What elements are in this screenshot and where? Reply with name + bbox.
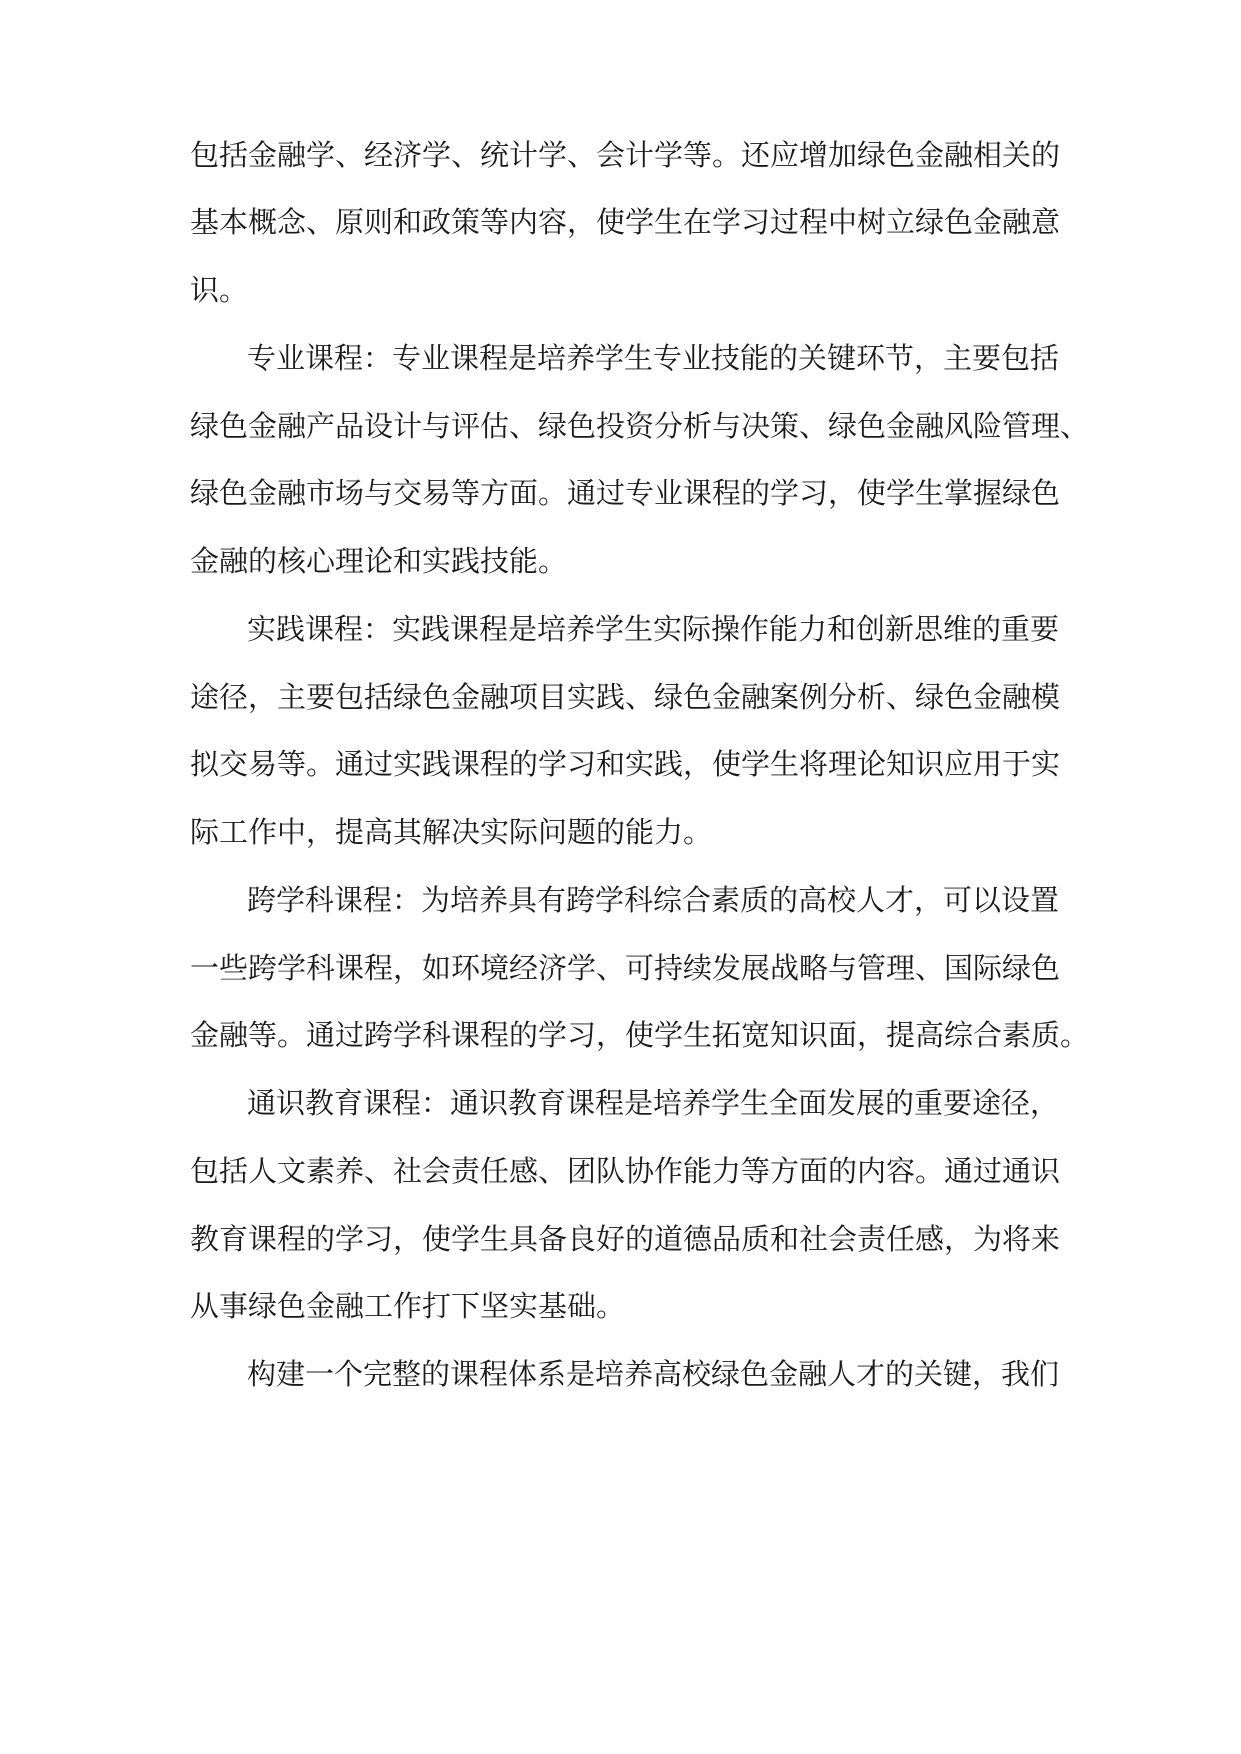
paragraph-first-line: 专业课程：专业课程是培养学生专业技能的关键环节，主要包括 <box>247 341 1060 375</box>
text-line: 基本概念、原则和政策等内容，使学生在学习过程中树立绿色金融意 <box>190 205 1061 239</box>
text-line: 金融等。通过跨学科课程的学习，使学生拓宽知识面，提高综合素质。 <box>190 1018 1090 1052</box>
text-line: 际工作中，提高其解决实际问题的能力。 <box>190 815 713 849</box>
text-line: 教育课程的学习，使学生具备良好的道德品质和社会责任感，为将来 <box>190 1222 1061 1256</box>
paragraph-first-line: 跨学科课程：为培养具有跨学科综合素质的高校人才，可以设置 <box>247 883 1060 917</box>
text-line: 拟交易等。通过实践课程的学习和实践，使学生将理论知识应用于实 <box>190 747 1061 781</box>
paragraph-first-line: 构建一个完整的课程体系是培养高校绿色金融人才的关键，我们 <box>247 1357 1060 1391</box>
text-line: 绿色金融产品设计与评估、绿色投资分析与决策、绿色金融风险管理、 <box>190 409 1090 443</box>
text-line: 包括金融学、经济学、统计学、会计学等。还应增加绿色金融相关的 <box>190 138 1061 172</box>
text-line: 绿色金融市场与交易等方面。通过专业课程的学习，使学生掌握绿色 <box>190 476 1061 510</box>
text-line: 包括人文素养、社会责任感、团队协作能力等方面的内容。通过通识 <box>190 1154 1061 1188</box>
text-line: 一些跨学科课程，如环境经济学、可持续发展战略与管理、国际绿色 <box>190 951 1061 985</box>
paragraph-first-line: 实践课程：实践课程是培养学生实际操作能力和创新思维的重要 <box>247 612 1060 646</box>
text-line: 金融的核心理论和实践技能。 <box>190 544 568 578</box>
text-line: 识。 <box>190 273 249 307</box>
text-line: 从事绿色金融工作打下坚实基础。 <box>190 1289 626 1323</box>
paragraph-first-line: 通识教育课程：通识教育课程是培养学生全面发展的重要途径， <box>247 1086 1060 1120</box>
text-line: 途径，主要包括绿色金融项目实践、绿色金融案例分析、绿色金融模 <box>190 680 1061 714</box>
